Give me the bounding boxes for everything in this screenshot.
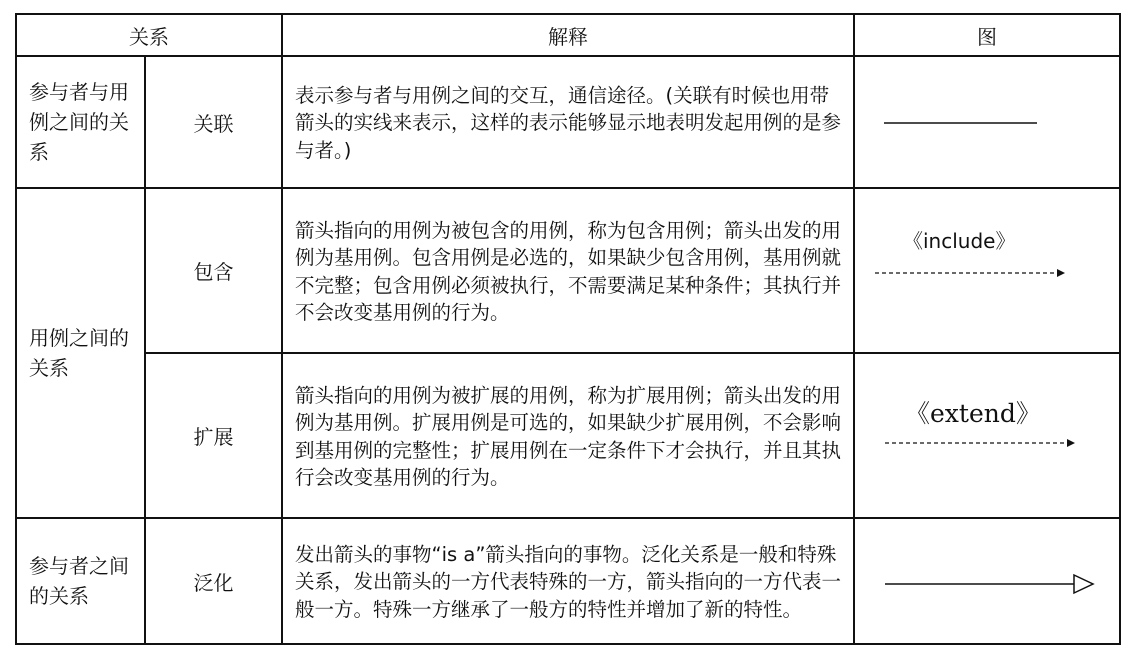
- category-actor-actor: 参与者之间的关系: [16, 518, 145, 644]
- description-extend: 箭头指向的用例为被扩展的用例，称为扩展用例；箭头出发的用例为基用例。扩展用例是可选的，如果缺少扩展用例，不会影响到基用例的完整性；扩展用例在一定条件下才会执行，并且其执行会改变基用例的行为。: [282, 353, 854, 518]
- diagram-extend: [854, 353, 1120, 518]
- header-diagram: 图: [854, 14, 1120, 56]
- table-row: [16, 353, 1120, 518]
- hollow-triangle-arrow-icon: [855, 520, 1117, 642]
- diagram-generalization: [854, 518, 1120, 644]
- description-association: 表示参与者与用例之间的交互，通信途径。(关联有时候也用带箭头的实线来表示，这样的表示能够显示地表明发起用例的是参与者。): [282, 56, 854, 188]
- table-row: [16, 56, 1120, 188]
- uml-relations-table: [15, 13, 1121, 645]
- include-stereotype-label: 《include》: [903, 229, 1016, 253]
- relation-extend: 扩展: [145, 353, 282, 518]
- header-relation: 关系: [16, 14, 282, 56]
- table-row: [16, 518, 1120, 644]
- dashed-arrow-icon: [855, 355, 1117, 516]
- header-explanation: 解释: [282, 14, 854, 56]
- relation-include: 包含: [145, 188, 282, 353]
- category-usecase-usecase: 用例之间的关系: [16, 188, 145, 518]
- relation-association: 关联: [145, 56, 282, 188]
- dashed-arrow-icon: [855, 190, 1117, 351]
- table-row: [16, 188, 1120, 353]
- extend-stereotype-label: 《extend》: [905, 399, 1041, 428]
- solid-line-icon: [855, 58, 1117, 186]
- description-include: 箭头指向的用例为被包含的用例，称为包含用例；箭头出发的用例为基用例。包含用例是必选的，如果缺少包含用例，基用例就不完整；包含用例必须被执行，不需要满足某种条件；其执行并不会改变基用例的行为。: [282, 188, 854, 353]
- diagram-association: [854, 56, 1120, 188]
- header-row: [16, 14, 1120, 56]
- category-actor-usecase: 参与者与用例之间的关系: [16, 56, 145, 188]
- diagram-include: [854, 188, 1120, 353]
- description-generalization: 发出箭头的事物“is a”箭头指向的事物。泛化关系是一般和特殊关系，发出箭头的一方代表特殊的一方，箭头指向的一方代表一般一方。特殊一方继承了一般方的特性并增加了新的特性。: [282, 518, 854, 644]
- relation-generalization: 泛化: [145, 518, 282, 644]
